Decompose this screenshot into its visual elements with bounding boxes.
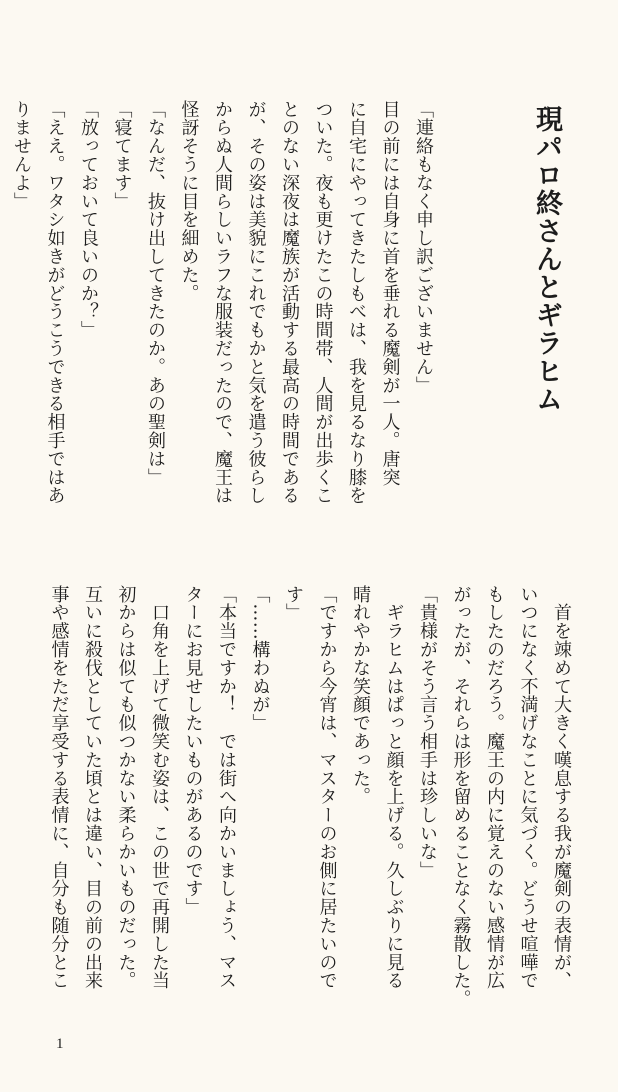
text-line: 「……構わぬが」 [249,585,271,733]
text-line: 目の前には自身に首を垂れる魔剣が一人。唐突 [379,100,401,487]
text-line: 事や感情をただ享受する表情に、自分も随分とこ [48,585,70,990]
text-line: ギラヒムはぱっと顔を上げる。久しぶりに見る [383,585,405,990]
text-block-top [11,100,440,530]
text-line: ターにお見せしたいものがあるのです」 [182,585,204,917]
text-line: もしたのだろう。魔王の内に覚えのない感情が広 [484,585,505,990]
text-line: 首を竦めて大きく嘆息する我が魔剣の表情が、 [551,585,572,990]
text-line: 「放っておいて良いのか？」 [78,100,99,340]
text-line: 「本当ですか！ では街へ向かいましょう、マス [216,585,237,990]
text-line: 口角を上げて微笑む姿は、この世で再開した当 [149,585,170,990]
text-line: 互いに殺伐としていた頃とは違い、目の前の出来 [82,585,103,990]
text-line: が、その姿は美貌にこれでもかと気を遣う彼らし [245,100,267,505]
text-line: がったが、それらは形を留めることなく霧散した。 [450,585,472,1009]
text-line: 「連絡もなく申し訳ございません」 [413,100,434,395]
text-line: 「寝てます」 [111,100,133,211]
text-line: 初からは似ても似つかない柔らかいものだった。 [115,585,137,990]
text-line: 「ですから今宵は、マスターのお側に居たいので [316,585,338,990]
text-line: 晴れやかな笑顔であった。 [350,585,371,806]
text-line: す」 [283,585,304,622]
text-line: に自宅にやってきたしもべは、我を見るなり膝を [346,100,367,505]
page-number: 1 [56,1036,64,1052]
text-line: いつになく不満げなことに気づく。どうせ喧嘩で [517,585,539,990]
page-title: 現パロ終さんとギラヒム [531,105,562,413]
text-line: 「なんだ、抜け出してきたのか。あの聖剣は」 [145,100,166,487]
text-block-bottom [38,585,578,1025]
text-line: 「貴様がそう言う相手は珍しいな」 [417,585,438,880]
text-line: とのない深夜は魔族が活動する最高の時間である [279,100,300,505]
text-line: からぬ人間らしいラフな服装だったので、魔王は [212,100,233,505]
text-line: 「ええ。ワタシ如きがどうこうできる相手ではあ [44,100,66,505]
text-line: ついた。夜も更けたこの時間帯、人間が出歩くこ [312,100,334,505]
text-line: りませんよ」 [11,100,32,211]
text-line: 怪訝そうに目を細めた。 [178,100,200,303]
